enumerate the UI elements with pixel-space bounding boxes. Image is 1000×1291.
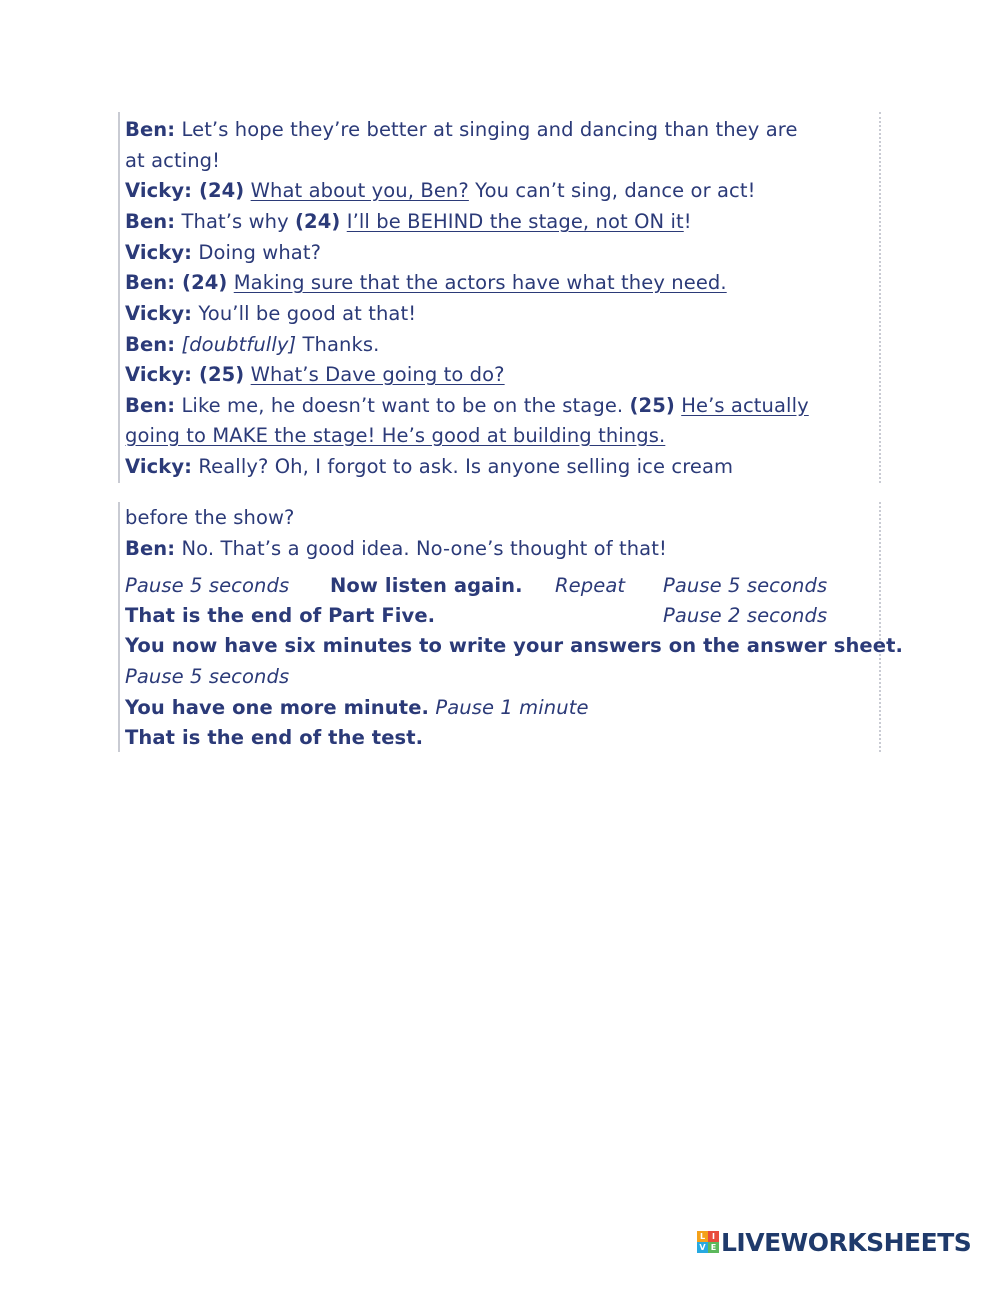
dialogue-text: Doing what? xyxy=(192,241,322,264)
logo-tile: I xyxy=(708,1231,719,1242)
speaker-label: Vicky: xyxy=(125,455,193,478)
answer-text: going to MAKE the stage! He’s good at building things. xyxy=(125,424,666,447)
dialogue-text: at acting! xyxy=(125,149,221,172)
speaker-label: Ben: (24) xyxy=(125,271,228,294)
transcript-panel-1 xyxy=(118,112,881,483)
answer-text: Making sure that the actors have what they need. xyxy=(233,271,727,294)
speaker-label: Ben: xyxy=(125,537,176,560)
logo-text: LIVEWORKSHEETS xyxy=(721,1227,972,1257)
repeat-instruction: Repeat xyxy=(555,574,626,597)
transcript-line xyxy=(125,301,416,327)
speaker-label: (25) xyxy=(629,394,675,417)
transcript-line: before the show? xyxy=(125,506,295,529)
speaker-label: Vicky: (25) xyxy=(125,363,245,386)
end-part-text: That is the end of Part Five. xyxy=(125,604,436,627)
liveworksheets-logo-icon xyxy=(697,1231,719,1253)
transcript-line xyxy=(125,117,798,143)
speaker-label: Vicky: xyxy=(125,241,193,264)
dialogue-text: Thanks. xyxy=(296,333,380,356)
transcript-line xyxy=(125,209,692,235)
logo-tile: L xyxy=(697,1231,708,1242)
pause-instruction: Pause 2 seconds xyxy=(663,604,828,627)
liveworksheets-logo xyxy=(697,1227,971,1257)
six-minutes-text: You now have six minutes to write your answers on the answer sheet. xyxy=(125,634,904,657)
transcript-line xyxy=(125,178,756,204)
instruction-line xyxy=(125,695,589,721)
speaker-label: Ben: xyxy=(125,394,176,417)
speaker-label: Ben: xyxy=(125,210,176,233)
answer-text: What about you, Ben? xyxy=(250,179,469,202)
pause-instruction: Pause 5 seconds xyxy=(663,574,828,597)
transcript-line xyxy=(125,332,379,358)
answer-text: I’ll be BEHIND the stage, not ON it xyxy=(346,210,684,233)
speaker-label: Ben: xyxy=(125,333,176,356)
dialogue-text: That’s why xyxy=(175,210,296,233)
transcript-line xyxy=(125,393,809,419)
instruction-line xyxy=(125,664,289,690)
answer-text: He’s actually xyxy=(681,394,809,417)
listen-again-instruction: Now listen again. xyxy=(330,574,523,597)
dialogue-text: Let’s hope they’re better at singing and dancing than they are xyxy=(175,118,798,141)
instruction-line xyxy=(125,633,903,659)
speaker-label: Vicky: (24) xyxy=(125,179,245,202)
dialogue-text: ! xyxy=(683,210,692,233)
dialogue-text: Really? Oh, I forgot to ask. Is anyone selling ice cream xyxy=(192,455,734,478)
transcript-line xyxy=(125,423,665,449)
logo-tile: V xyxy=(697,1242,708,1253)
dialogue-text: You’ll be good at that! xyxy=(192,302,417,325)
transcript-line xyxy=(125,362,505,388)
speaker-label: Vicky: xyxy=(125,302,193,325)
dialogue-text: You can’t sing, dance or act! xyxy=(468,179,756,202)
speaker-label: Ben: xyxy=(125,118,176,141)
transcript-panel-2 xyxy=(118,502,904,752)
one-more-minute-text: You have one more minute. xyxy=(125,696,430,719)
pause-instruction: Pause 5 seconds xyxy=(125,665,290,688)
instruction-line xyxy=(125,725,423,751)
transcript-line xyxy=(125,454,733,480)
pause-instruction: Pause 5 seconds xyxy=(125,574,290,597)
instruction-line xyxy=(125,603,875,629)
end-test-text: That is the end of the test. xyxy=(125,726,424,749)
stage-direction: [doubtfully] xyxy=(181,333,297,356)
speaker-label: (24) xyxy=(295,210,341,233)
logo-tile: E xyxy=(708,1242,719,1253)
answer-text: What’s Dave going to do? xyxy=(250,363,505,386)
instruction-line xyxy=(125,573,875,599)
transcript-line xyxy=(125,148,220,174)
pause-instruction: Pause 1 minute xyxy=(435,696,589,719)
transcript-line xyxy=(125,240,321,266)
transcript-line xyxy=(125,270,727,296)
transcript-line: Ben: No. That’s a good idea. No-one’s thought of that! xyxy=(125,537,667,560)
dialogue-text: Like me, he doesn’t want to be on the stage. xyxy=(175,394,630,417)
